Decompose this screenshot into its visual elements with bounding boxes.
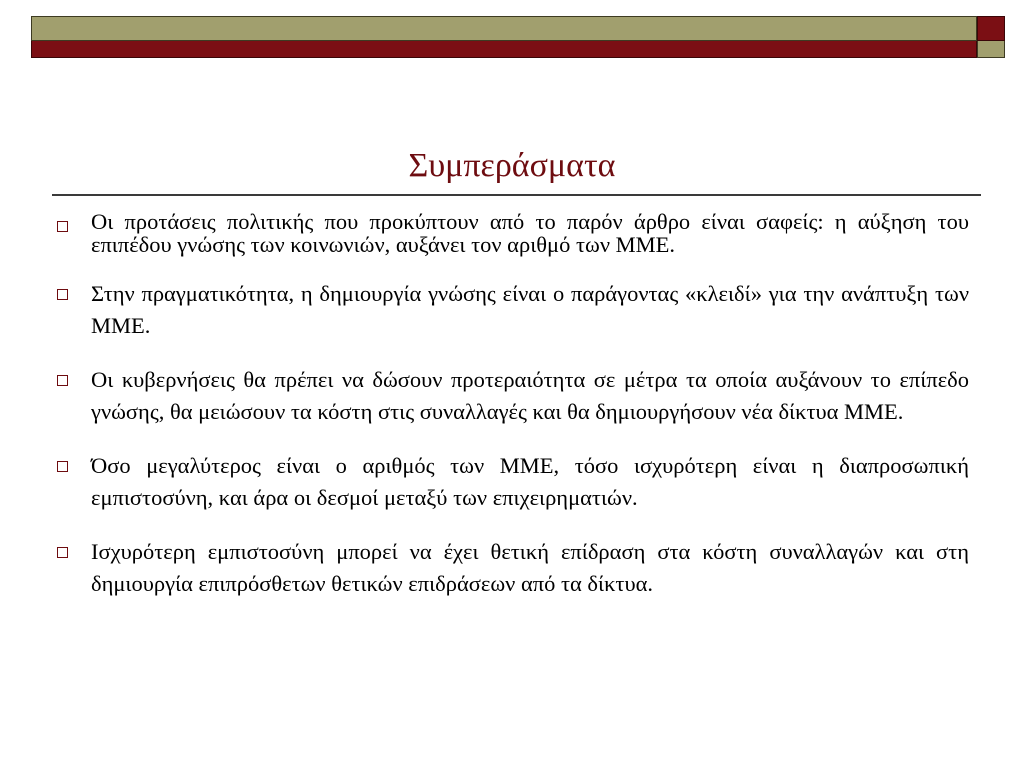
- square-bullet-icon: [57, 547, 68, 558]
- bullet-item: [57, 450, 969, 514]
- corner-red-square: [977, 16, 1005, 41]
- bullet-item: [57, 364, 969, 428]
- bullet-text: Οι κυβερνήσεις θα πρέπει να δώσουν προτεραιότητα σε μέτρα τα οποία αυξάνουν το επίπεδο γνώσης, θα μειώσουν τα κόστη στις συναλλαγές και θα δημιουργήσουν νέα δίκτυα ΜΜΕ.: [91, 367, 969, 424]
- square-bullet-icon: [57, 375, 68, 386]
- bullet-text: Ισχυρότερη εμπιστοσύνη μπορεί να έχει θετική επίδραση στα κόστη συναλλαγών και στη δημιουργία επιπρόσθετων θετικών επιδράσεων από τα δίκτυα.: [91, 539, 969, 596]
- bullet-text: Στην πραγματικότητα, η δημιουργία γνώσης είναι ο παράγοντας «κλειδί» για την ανάπτυξη των ΜΜΕ.: [91, 281, 969, 338]
- square-bullet-icon: [57, 221, 68, 232]
- title-divider: [52, 194, 981, 196]
- bullet-item: [57, 210, 969, 256]
- corner-olive-square: [977, 41, 1005, 58]
- bullet-text: Οι προτάσεις πολιτικής που προκύπτουν από το παρόν άρθρο είναι σαφείς: η αύξηση του επιπέδου γνώσης των κοινωνιών, αυξάνει τον αριθμό των ΜΜΕ.: [91, 209, 969, 257]
- bullet-text: Όσο μεγαλύτερος είναι ο αριθμός των ΜΜΕ, τόσο ισχυρότερη είναι η διαπροσωπική εμπιστοσύνη, και άρα οι δεσμοί μεταξύ των επιχειρηματιών.: [91, 453, 969, 510]
- bullet-item: [57, 278, 969, 342]
- bullet-item: [57, 536, 969, 600]
- square-bullet-icon: [57, 289, 68, 300]
- banner-corner-ornament: [977, 16, 1005, 58]
- slide-title: Συμπεράσματα: [408, 147, 616, 184]
- banner-red-stripe: [31, 41, 977, 58]
- banner-olive-stripe: [31, 16, 977, 41]
- header-banner: [31, 16, 977, 58]
- square-bullet-icon: [57, 461, 68, 472]
- bullet-list: [57, 210, 969, 622]
